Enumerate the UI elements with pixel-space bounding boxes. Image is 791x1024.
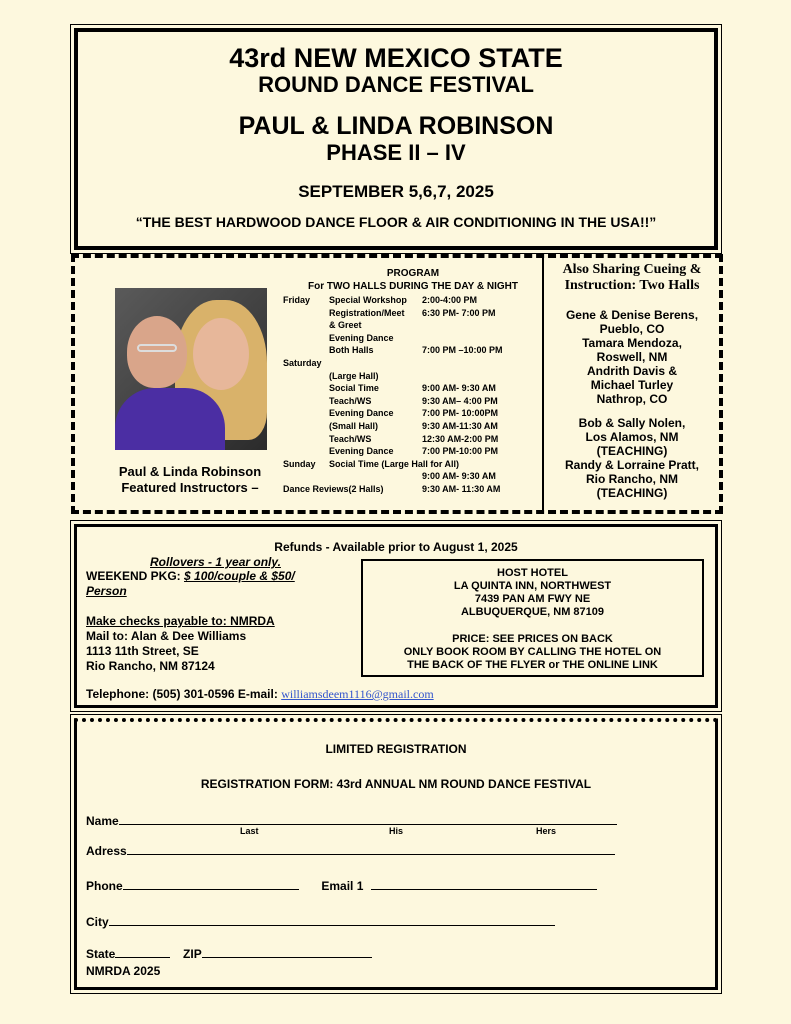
program-row xyxy=(283,396,543,409)
program-row xyxy=(283,434,543,447)
state-line[interactable] xyxy=(115,946,170,958)
hotel-city: ALBUQUERQUE, NM 87109 xyxy=(460,606,605,618)
city-line[interactable] xyxy=(109,914,555,926)
program-time: 9:30 AM-11:30 AM xyxy=(422,420,498,431)
program-row xyxy=(283,421,543,434)
program-time: 7:00 PM –10:00 PM xyxy=(422,345,503,356)
name-label: Name xyxy=(86,814,119,828)
registration-form-title: REGISTRATION FORM: 43rd ANNUAL NM ROUND DANCE FESTIVAL xyxy=(200,777,592,791)
program-row xyxy=(283,446,543,459)
program-event: (Small Hall) xyxy=(329,420,379,431)
telephone: Telephone: (505) 301-0596 E-mail: xyxy=(86,687,282,701)
program-event: Evening Dance xyxy=(329,332,394,343)
sharing-line: Pueblo, CO xyxy=(599,322,665,336)
festival-title: 43rd NEW MEXICO STATE xyxy=(229,43,563,73)
refunds-inner xyxy=(74,524,718,708)
program-row xyxy=(283,459,543,472)
sharing-line: Gene & Denise Berens, xyxy=(565,308,699,322)
header-inner-border xyxy=(74,28,718,250)
his-label: His xyxy=(389,826,404,836)
sharing-line: Roswell, NM xyxy=(596,350,668,364)
program-day: Friday xyxy=(283,295,311,305)
phone-label: Phone xyxy=(86,879,123,893)
sharing-line: (TEACHING) xyxy=(596,486,668,500)
hotel-price: PRICE: SEE PRICES ON BACK xyxy=(452,633,613,645)
program-row xyxy=(283,308,543,321)
phase-level: PHASE II – IV xyxy=(326,140,466,165)
program-event: Registration/Meet xyxy=(329,307,405,318)
registration-footer: NMRDA 2025 xyxy=(86,964,161,978)
festival-header xyxy=(70,24,722,254)
email1-line[interactable] xyxy=(371,878,597,890)
caption-role: Featured Instructors – xyxy=(121,480,259,495)
hers-label: Hers xyxy=(536,826,557,836)
sharing-line: Los Alamos, NM xyxy=(585,430,679,444)
email-link[interactable]: williamsdeem1116@gmail.com xyxy=(281,687,434,701)
sharing-group xyxy=(547,308,717,406)
phone-line[interactable] xyxy=(123,878,299,890)
registration-inner xyxy=(74,718,718,990)
host-hotel-box xyxy=(361,559,704,677)
program-event: Teach/WS xyxy=(329,395,372,406)
mail-city: Rio Rancho, NM 87124 xyxy=(86,659,215,673)
email1-label: Email 1 xyxy=(321,879,364,893)
city-label: City xyxy=(86,915,109,929)
weekend-package xyxy=(86,569,336,599)
program-event: Teach/WS xyxy=(329,433,372,444)
program-event: Social Time (Large Hall for All) xyxy=(329,458,460,469)
sharing-title: Also Sharing Cueing & Instruction: Two Halls xyxy=(562,262,702,293)
program-event: Evening Dance xyxy=(329,446,394,457)
rollovers-note: Rollovers - 1 year only. xyxy=(150,555,281,569)
hotel-booking-1: ONLY BOOK ROOM BY CALLING THE HOTEL ON xyxy=(403,646,662,658)
mail-to: Mail to: Alan & Dee Williams xyxy=(86,629,247,643)
refunds-section xyxy=(70,520,722,712)
sharing-line: Bob & Sally Nolen, xyxy=(578,416,686,430)
sharing-line: Michael Turley xyxy=(590,378,674,392)
weekend-price: $ 100/couple & $50/ Person xyxy=(86,569,295,598)
program-time: 9:30 AM- 11:30 AM xyxy=(422,483,501,494)
address-line[interactable] xyxy=(127,843,615,855)
refunds-title: Refunds - Available prior to August 1, 2025 xyxy=(274,540,518,554)
program-row xyxy=(283,345,543,358)
sharing-line: Randy & Lorraine Pratt, xyxy=(564,458,700,472)
sharing-line: (TEACHING) xyxy=(596,444,668,458)
contact-line xyxy=(86,687,434,702)
photo-caption xyxy=(95,464,285,496)
program-event: (Large Hall) xyxy=(329,370,379,381)
state-label: State xyxy=(86,947,116,961)
checks-payable: Make checks payable to: NMRDA xyxy=(86,614,275,628)
address-label: Adress xyxy=(86,844,127,858)
program-schedule xyxy=(283,268,543,497)
program-row xyxy=(283,408,543,421)
festival-dates: SEPTEMBER 5,6,7, 2025 xyxy=(298,182,494,201)
state-zip-field xyxy=(86,946,372,961)
program-row xyxy=(283,295,543,308)
program-time: 7:00 PM-10:00 PM xyxy=(422,446,499,457)
phone-field xyxy=(86,878,597,893)
weekend-label: WEEKEND PKG: xyxy=(86,569,185,583)
program-row xyxy=(283,358,543,371)
program-event: & Greet xyxy=(329,320,362,331)
program-event: Evening Dance xyxy=(329,408,394,419)
sharing-line: Rio Rancho, NM xyxy=(586,472,678,486)
address-field xyxy=(86,843,615,858)
slogan: “THE BEST HARDWOOD DANCE FLOOR & AIR CONDITIONING IN THE USA!!” xyxy=(135,214,657,230)
name-line[interactable] xyxy=(119,813,617,825)
caption-names: Paul & Linda Robinson xyxy=(118,464,262,479)
program-time: 12:30 AM-2:00 PM xyxy=(422,433,499,444)
program-row xyxy=(283,320,543,333)
sharing-instructors xyxy=(547,262,717,500)
zip-line[interactable] xyxy=(202,946,372,958)
hotel-street: 7439 PAN AM FWY NE xyxy=(474,593,591,605)
sharing-group xyxy=(547,416,717,500)
festival-subtitle: ROUND DANCE FESTIVAL xyxy=(258,72,534,97)
program-row xyxy=(283,383,543,396)
program-day: Saturday xyxy=(283,357,322,368)
program-event: Social Time xyxy=(329,383,379,394)
sharing-groups xyxy=(547,308,717,500)
program-time: 9:00 AM- 9:30 AM xyxy=(422,471,496,482)
program-section xyxy=(71,254,723,514)
section-divider xyxy=(542,258,544,510)
hotel-booking-2: THE BACK OF THE FLYER or THE ONLINE LINK xyxy=(407,659,658,671)
zip-label: ZIP xyxy=(183,947,202,961)
program-rows xyxy=(283,295,543,497)
payment-info xyxy=(86,614,275,674)
hotel-name: LA QUINTA INN, NORTHWEST xyxy=(453,580,612,592)
mail-street: 1113 11th Street, SE xyxy=(86,644,199,658)
program-time: 2:00-4:00 PM xyxy=(422,295,478,305)
program-row xyxy=(283,333,543,346)
registration-section xyxy=(70,714,722,994)
program-time: 9:30 AM– 4:00 PM xyxy=(422,395,498,406)
hotel-heading: HOST HOTEL xyxy=(497,567,568,579)
program-event: Special Workshop xyxy=(329,295,407,305)
sharing-line: Andrith Davis & xyxy=(586,364,677,378)
program-row xyxy=(283,371,543,384)
instructors-photo xyxy=(115,288,267,450)
program-time: 9:00 AM- 9:30 AM xyxy=(422,383,496,394)
program-title: PROGRAM xyxy=(386,268,440,279)
limited-registration: LIMITED REGISTRATION xyxy=(325,742,467,756)
sharing-line: Nathrop, CO xyxy=(596,392,668,406)
program-event: Both Halls xyxy=(329,345,374,356)
city-field xyxy=(86,914,555,929)
program-day: Dance Reviews(2 Halls) xyxy=(283,483,384,494)
instructors-name: PAUL & LINDA ROBINSON xyxy=(238,112,554,140)
program-time: 7:00 PM- 10:00PM xyxy=(422,408,499,419)
last-label: Last xyxy=(240,826,259,836)
program-row xyxy=(283,484,543,497)
program-row xyxy=(283,471,543,484)
program-day: Sunday xyxy=(283,458,316,469)
sharing-line: Tamara Mendoza, xyxy=(582,336,682,350)
program-subtitle: For TWO HALLS DURING THE DAY & NIGHT xyxy=(308,281,518,292)
program-time: 6:30 PM- 7:00 PM xyxy=(422,307,496,318)
